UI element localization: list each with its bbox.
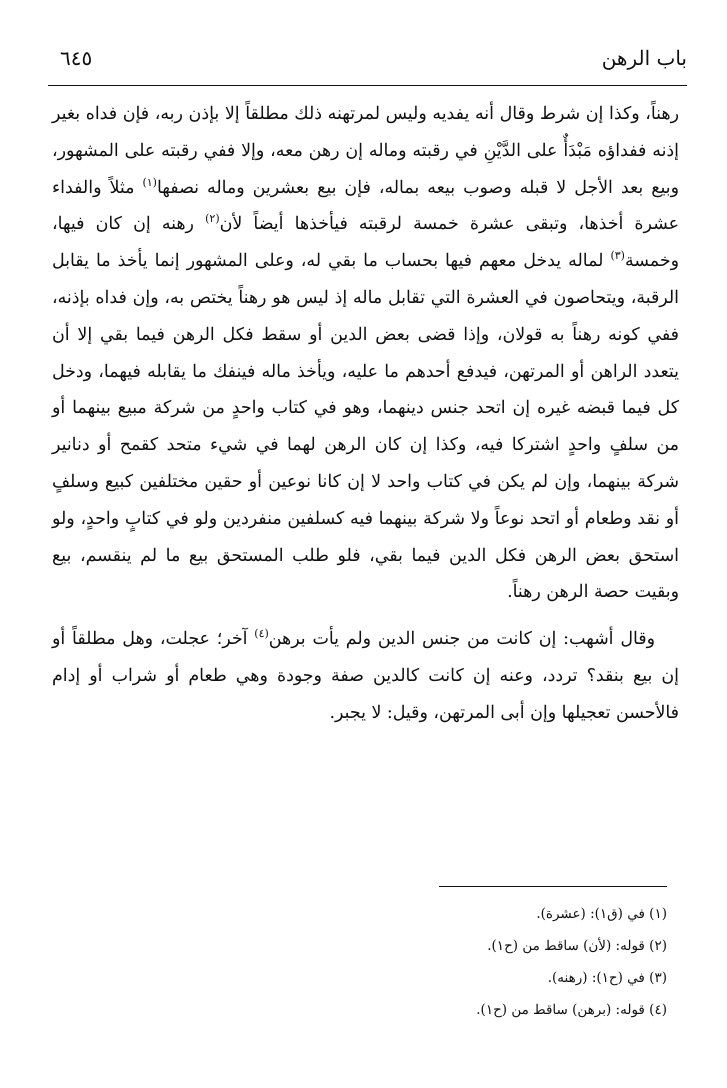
footnote-separator <box>439 886 667 887</box>
footnote-ref: (٣) <box>610 249 625 263</box>
page-header <box>48 44 687 86</box>
header-rule <box>48 85 687 86</box>
text-run: رهناً، وكذا إن شرط وقال أنه يفديه وليس لمرتهنه ذلك مطلقاً إلا بإذن ربه، فإن فداه بغير إذنه ففداؤه مَبْدَأٌ على الدَّيْنِ في رقبته وماله إن رهن معه، وإلا ففي رقبته على المشهور، وبيع بعد الأجل لا قبله وصوب بيعه بماله، فإن بيع بعشرين وماله نصفها <box>52 104 679 198</box>
footnote-ref: (٢) <box>205 212 220 226</box>
page-number: ٦٤٥ <box>60 46 93 70</box>
footnote-ref: (٤) <box>254 627 269 641</box>
text-run: مثلاً والفداء عشرة أخذها، وتبقى عشرة خمسة لرقبته فيأخذها أيضاً لأن <box>52 177 679 235</box>
paragraph <box>52 96 679 611</box>
footnote: (٢) قوله: (لأن) ساقط من (ح١). <box>487 938 667 954</box>
footnote: (٤) قوله: (برهن) ساقط من (ح١). <box>476 1002 667 1018</box>
footnote: (٣) في (ح١): (رهنه). <box>547 970 667 986</box>
text-run: رهنه إن كان فيها، وخمسة <box>52 214 679 272</box>
text-run: آخر؛ عجلت، وهل مطلقاً أو إن بيع بنقد؟ تردد، وعنه إن كانت كالدين صفة وجودة وهي طعام أو شراب أو إدام فالأحسن تعجيلها وإن أبى المرتهن، وقيل: لا يجبر. <box>52 629 679 723</box>
text-run: لماله يدخل معهم فيها بحساب ما بقي له، وعلى المشهور إنما يأخذ ما يقابل الرقبة، ويتحاصون في العشرة التي تقابل ماله إذ ليس هو رهناً يختص به، وإن فداه بإذنه، ففي كونه رهناً به قولان، وإذا قضى بعض الدين أو سقط فكل الرهن فيما بقي إلا أن يتعدد الراهن أو المرتهن، فيدفع أحدهم ما عليه، ويأخذ ماله فينفك ما يقابله فيهما، ودخل كل فيما قبضه غيره إن اتحد جنس دينهما، وهو في كتاب واحدٍ من شركة مبيع بينهما أو من سلفٍ واحدٍ اشتركا فيه، وكذا إن كان الرهن لهما في شيء متحد كقمح أو دنانير شركة بينهما، وإن لم يكن في كتاب واحد لا إن كانا نوعين أو حقين مختلفين كبيع وسلفٍ أو نقد وطعام أو اتحد نوعاً ولا شركة بينهما فيه كسلفين منفردين ولو في كتابٍ واحدٍ، ولو استحق بعض الرهن فكل الدين فيما بقي، فلو طلب المستحق بيع ما لم ينقسم، بيع وبقيت حصة الرهن رهناً. <box>52 251 679 603</box>
running-title: باب الرهن <box>601 46 687 70</box>
paragraph <box>52 621 679 731</box>
footnotes <box>60 898 667 1026</box>
footnote-ref: (١) <box>142 175 157 189</box>
text-run: وقال أشهب: إن كانت من جنس الدين ولم يأت برهن <box>268 629 655 650</box>
footnote: (١) في (ق١): (عشرة). <box>536 906 667 922</box>
main-text <box>52 96 679 732</box>
